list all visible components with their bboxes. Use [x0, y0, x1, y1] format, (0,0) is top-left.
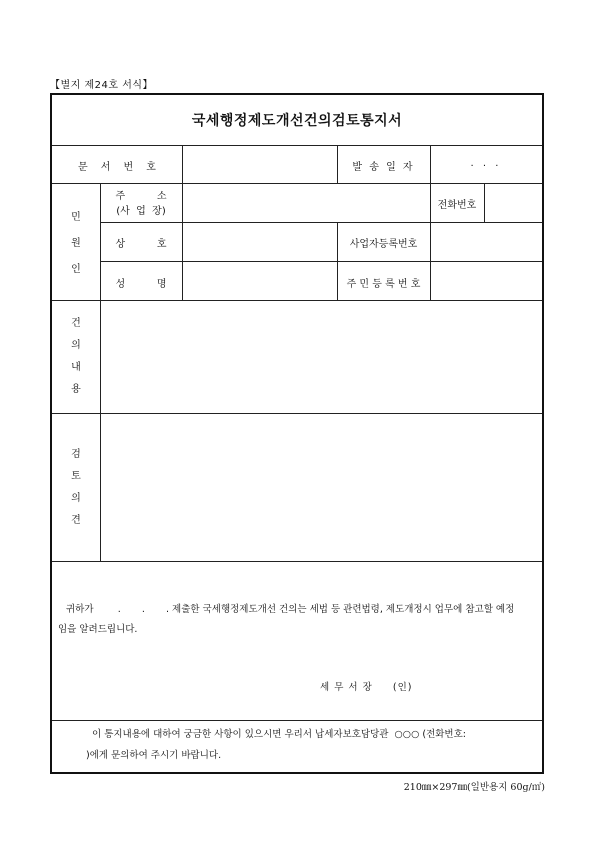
- divider: [182, 183, 183, 300]
- address-sub-label: (사 업 장): [116, 206, 166, 217]
- inquiry-line-2: )에게 문의하여 주시기 바랍니다.: [86, 750, 222, 761]
- send-date-label: 발 송 일 자: [352, 162, 415, 173]
- divider: [430, 222, 431, 300]
- form-code: 【별지 제24호 서식】: [50, 80, 154, 91]
- phone-label: 전화번호: [437, 200, 477, 211]
- divider: [100, 222, 542, 223]
- review-label: 검 토 의 견: [71, 449, 81, 526]
- petitioner-label: 민 원 인: [71, 212, 81, 275]
- signer: 세 무 서 장 (인): [320, 682, 413, 693]
- divider: [484, 183, 485, 222]
- divider: [52, 720, 542, 721]
- form-title: 국세행정제도개선건의검토통지서: [191, 113, 403, 129]
- divider: [182, 145, 183, 183]
- notice-line-2: 임을 알려드립니다.: [58, 624, 138, 635]
- paper-size-note: 210㎜×297㎜(일반용지 60g/㎡): [403, 782, 545, 793]
- doc-no-label: 문 서 번 호: [78, 162, 156, 173]
- divider: [100, 261, 542, 262]
- divider: [52, 145, 542, 146]
- resident-no-label: 주 민 등 록 번 호: [346, 279, 421, 290]
- address-label: 주 소: [115, 191, 167, 202]
- send-date-value: . . .: [470, 158, 502, 169]
- biz-reg-label: 사업자등록번호: [349, 239, 418, 250]
- form-frame: [50, 93, 544, 774]
- divider: [52, 183, 542, 184]
- name-label: 성 명: [115, 279, 167, 290]
- trade-name-label: 상 호: [115, 239, 167, 250]
- proposal-label: 건 의 내 용: [71, 318, 81, 395]
- divider: [52, 413, 542, 414]
- divider: [100, 413, 101, 561]
- divider: [100, 183, 101, 413]
- divider: [52, 300, 542, 301]
- divider: [52, 561, 542, 562]
- inquiry-line-1: 이 통지내용에 대하여 궁금한 사항이 있으시면 우리서 납세자보호담당관 ○○○ (전화번호:: [92, 729, 466, 740]
- notice-line-1: 귀하가 . . . 제출한 국세행정제도개선 건의는 세법 등 관련법령, 제도개정시 업무에 참고할 예정: [66, 604, 515, 615]
